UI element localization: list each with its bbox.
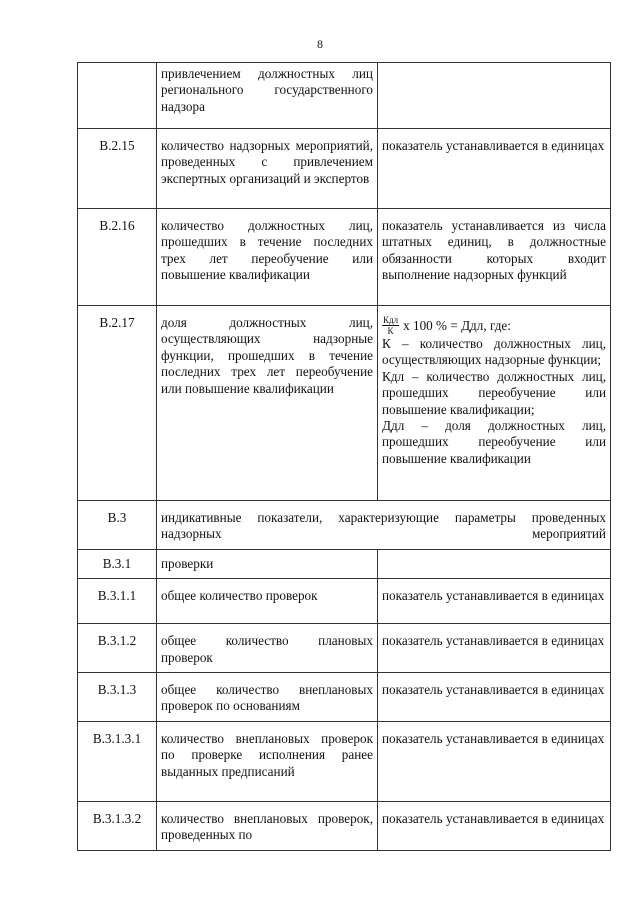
row-code	[78, 63, 157, 129]
formula-denominator: К	[387, 326, 394, 336]
table-row	[78, 549, 611, 578]
row-description	[378, 306, 611, 501]
table-row	[78, 63, 611, 129]
formula-numerator: Кдл	[383, 315, 399, 325]
row-description: показатель устанавливается в единицах	[378, 721, 611, 801]
table-row	[78, 673, 611, 722]
row-description: показатель устанавливается из числа штатных единиц, в должностные обязанности которых входит выполнение надзорных функций	[378, 209, 611, 306]
row-name: количество внеплановых проверок, проведенных по	[157, 801, 378, 850]
row-code: В.3.1	[78, 549, 157, 578]
row-name: количество должностных лиц, прошедших в течение последних трех лет переобучение или повышение квалификации	[157, 209, 378, 306]
row-code: В.3.1.1	[78, 579, 157, 624]
formula-fraction	[382, 315, 399, 336]
row-code: В.2.17	[78, 306, 157, 501]
row-description	[378, 63, 611, 129]
table-row	[78, 129, 611, 209]
page-number: 8	[317, 37, 323, 51]
table-row	[78, 209, 611, 306]
row-description	[378, 549, 611, 578]
row-name: общее количество внеплановых проверок по основаниям	[157, 673, 378, 722]
table-row	[78, 501, 611, 550]
row-name: общее количество плановых проверок	[157, 624, 378, 673]
row-description: показатель устанавливается в единицах	[378, 673, 611, 722]
formula-tail: x 100 % = Ддл, где:	[403, 318, 511, 334]
table-row	[78, 306, 611, 501]
row-code: В.3.1.3.2	[78, 801, 157, 850]
table-row	[78, 801, 611, 850]
row-code: В.3.1.3.1	[78, 721, 157, 801]
row-description: показатель устанавливается в единицах	[378, 624, 611, 673]
table-row	[78, 579, 611, 624]
row-description: показатель устанавливается в единицах	[378, 579, 611, 624]
row-name: общее количество проверок	[157, 579, 378, 624]
section-heading: индикативные показатели, характеризующие параметры проведенных надзорных мероприятий	[157, 501, 611, 550]
row-description: показатель устанавливается в единицах	[378, 129, 611, 209]
row-name: количество внеплановых проверок по проверке исполнения ранее выданных предписаний	[157, 721, 378, 801]
table-row	[78, 624, 611, 673]
row-name: проверки	[157, 549, 378, 578]
definition-line: Кдл – количество должностных лиц, прошедших переобучение или повышение квалификации;	[382, 368, 606, 417]
table-row	[78, 721, 611, 801]
ratio-formula	[382, 317, 511, 336]
row-code: В.3	[78, 501, 157, 550]
row-name: количество надзорных мероприятий, проведенных с привлечением экспертных организаций и экспертов	[157, 129, 378, 209]
row-code: В.2.16	[78, 209, 157, 306]
row-name: привлечением должностных лиц регионального государственного надзора	[157, 63, 378, 129]
row-name: доля должностных лиц, осуществляющих надзорные функции, прошедших в течение последних трех лет переобучение или повышение квалификации	[157, 306, 378, 501]
row-code: В.2.15	[78, 129, 157, 209]
row-description: показатель устанавливается в единицах	[378, 801, 611, 850]
definition-line: К – количество должностных лиц, осуществляющих надзорные функции;	[382, 336, 606, 368]
definition-line: Ддл – доля должностных лиц, прошедших переобучение или повышение квалификации	[382, 418, 606, 466]
indicators-table	[77, 62, 611, 851]
row-code: В.3.1.3	[78, 673, 157, 722]
row-code: В.3.1.2	[78, 624, 157, 673]
